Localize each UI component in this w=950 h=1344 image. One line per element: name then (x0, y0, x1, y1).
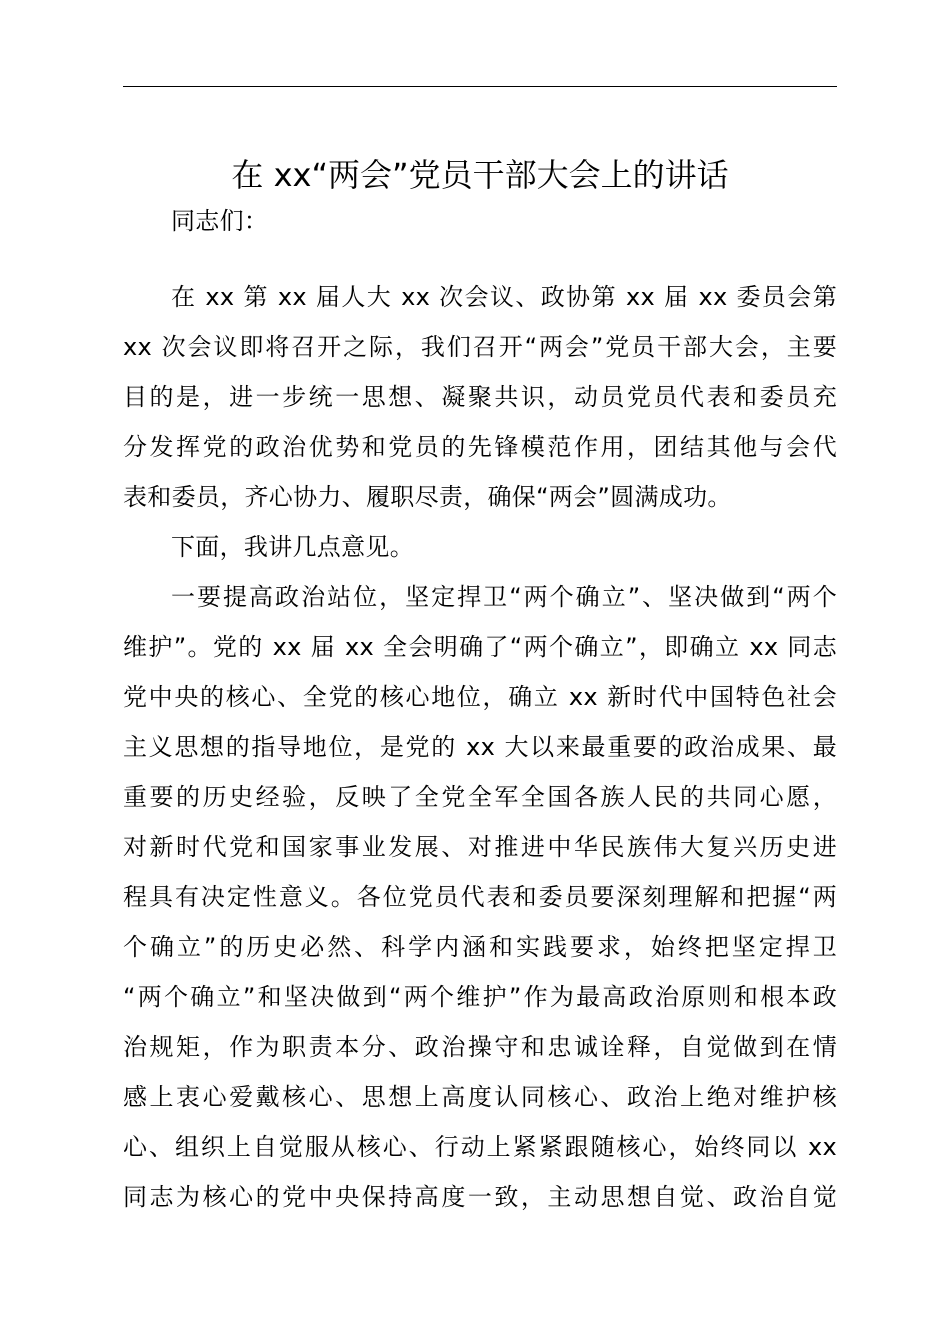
paragraph-3-line-8: 个确立”的历史必然、科学内涵和实践要求，始终把坚定捍卫 (123, 933, 837, 961)
paragraph-1-line-1: 在 xx 第 xx 届人大 xx 次会议、政协第 xx 届 xx 委员会第 (171, 283, 837, 311)
paragraph-3-line-12: 心、组织上自觉服从核心、行动上紧紧跟随核心，始终同以 xx (123, 1133, 837, 1161)
salutation: 同志们： (171, 207, 269, 235)
paragraph-2-line-1: 下面，我讲几点意见。 (171, 533, 414, 561)
paragraph-3-line-6: 对新时代党和国家事业发展、对推进中华民族伟大复兴历史进 (123, 833, 837, 861)
document-title: 在 xx“两会”党员干部大会上的讲话 (231, 156, 729, 194)
paragraph-3-line-10: 治规矩，作为职责本分、政治操守和忠诚诠释，自觉做到在情 (123, 1033, 837, 1061)
paragraph-1-line-5: 表和委员，齐心协力、履职尽责，确保“两会”圆满成功。 (123, 483, 732, 511)
paragraph-3-line-2: 维护”。党的 xx 届 xx 全会明确了“两个确立”，即确立 xx 同志 (123, 633, 837, 661)
paragraph-3-line-4: 主义思想的指导地位，是党的 xx 大以来最重要的政治成果、最 (123, 733, 837, 761)
paragraph-3-line-11: 感上衷心爱戴核心、思想上高度认同核心、政治上绝对维护核 (123, 1083, 837, 1111)
paragraph-1-line-4: 分发挥党的政治优势和党员的先锋模范作用，团结其他与会代 (123, 433, 837, 461)
paragraph-1-line-3: 目的是，进一步统一思想、凝聚共识，动员党员代表和委员充 (123, 383, 837, 411)
paragraph-3-line-5: 重要的历史经验，反映了全党全军全国各族人民的共同心愿， (123, 783, 837, 811)
paragraph-3-line-9: “两个确立”和坚决做到“两个维护”作为最高政治原则和根本政 (123, 983, 837, 1011)
header-rule (123, 86, 837, 87)
paragraph-3-line-1: 一要提高政治站位，坚定捍卫“两个确立”、坚决做到“两个 (171, 583, 837, 611)
paragraph-3-line-7: 程具有决定性意义。各位党员代表和委员要深刻理解和把握“两 (123, 883, 837, 911)
paragraph-3-line-3: 党中央的核心、全党的核心地位，确立 xx 新时代中国特色社会 (123, 683, 837, 711)
paragraph-3-line-13: 同志为核心的党中央保持高度一致，主动思想自觉、政治自觉 (123, 1183, 837, 1211)
paragraph-1-line-2: xx 次会议即将召开之际，我们召开“两会”党员干部大会，主要 (123, 333, 837, 361)
